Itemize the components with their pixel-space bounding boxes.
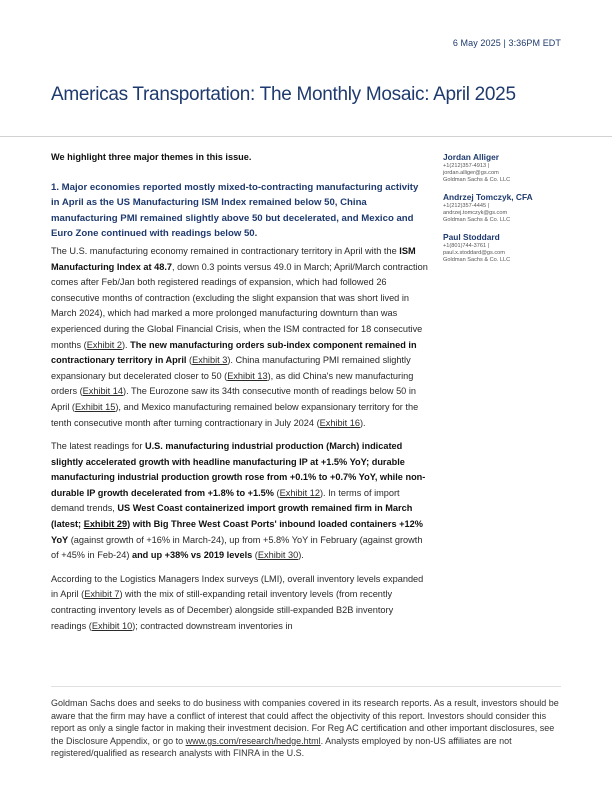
author-name[interactable]: Jordan Alliger bbox=[443, 152, 499, 162]
exhibit-link[interactable]: Exhibit 3 bbox=[192, 355, 228, 366]
author-card bbox=[443, 232, 573, 264]
exhibit-link[interactable]: Exhibit 2 bbox=[86, 339, 122, 350]
lead-sentence: We highlight three major themes in this issue. bbox=[51, 152, 252, 162]
disclosure-link[interactable]: www.gs.com/research/hedge.html bbox=[185, 735, 321, 746]
exhibit-link[interactable]: Exhibit 13 bbox=[227, 370, 268, 381]
exhibit-link[interactable]: Exhibit 29 bbox=[83, 519, 128, 530]
report-date: 6 May 2025 | 3:36PM EDT bbox=[452, 38, 561, 48]
author-email[interactable]: paul.x.stoddard@gs.com bbox=[443, 250, 505, 256]
disclaimer-divider bbox=[51, 686, 561, 687]
author-email[interactable]: andrzej.tomczyk@gs.com bbox=[443, 210, 508, 216]
report-title: Americas Transportation: The Monthly Mosaic: April 2025 bbox=[51, 84, 516, 105]
exhibit-link[interactable]: Exhibit 7 bbox=[84, 589, 120, 600]
author-email[interactable]: jordan.alliger@gs.com bbox=[443, 170, 499, 176]
author-phone: +1(801)744-3761 | bbox=[443, 243, 490, 249]
paragraph-ism: The U.S. manufacturing economy remained in contractionary territory in April with the ISM Manufacturing Index at 48.7, down 0.3 points versus 49.0 in March; April/March contraction comes after Feb/Jan both registered readings of expansion, which had followed 26 consecutive months of contraction (excluding the slight expansion that was short lived in March 2024), which had marked a more prolonged manufacturing downturn than was experienced during the Global Financial Crisis, when the ISM contracted for 18 consecutive months (Exhibit 2). The new manufacturing orders sub-index component remained in contractionary territory in April (Exhibit 3). China manufacturing PMI remained slightly expansionary but decelerated closer to 50 (Exhibit 13), as did China's new manufacturing orders (Exhibit 14). The Eurozone saw its 34th consecutive month of readings below 50 in April (Exhibit 15), and Mexico manufacturing remained below expansionary territory for the tenth consecutive month after turning contractionary in July 2024 (Exhibit 16). bbox=[51, 245, 428, 428]
exhibit-link[interactable]: Exhibit 12 bbox=[279, 487, 320, 498]
author-card bbox=[443, 192, 573, 224]
author-panel bbox=[443, 152, 573, 272]
exhibit-link[interactable]: Exhibit 30 bbox=[257, 550, 299, 561]
report-body bbox=[51, 150, 429, 642]
author-card bbox=[443, 152, 573, 184]
header-divider bbox=[0, 136, 612, 137]
author-phone: +1(212)357-4445 | bbox=[443, 203, 490, 209]
author-name[interactable]: Paul Stoddard bbox=[443, 232, 500, 242]
author-phone: +1(212)357-4913 | bbox=[443, 163, 490, 169]
exhibit-link[interactable]: Exhibit 16 bbox=[319, 417, 360, 428]
paragraph-inventory: According to the Logistics Managers Index surveys (LMI), overall inventory levels expanded in April (Exhibit 7) with the mix of still-expanding retail inventory levels (from recently contracting inventory levels as of December) alongside still-expanded B2B inventory readings (Exhibit 10); contracted downstream inventories in bbox=[51, 573, 424, 631]
disclaimer: Goldman Sachs does and seeks to do business with companies covered in its research reports. As a result, investors should be aware that the firm may have a conflict of interest that could affect the objectivity of this report. Investors should consider this report as only a single factor in making their investment decision. For Reg AC certification and other important disclosures, see the Disclosure Appendix, or go to www.gs.com/research/hedge.html. Analysts employed by non-US affiliates are not registered/qualified as research analysts with FINRA in the U.S. bbox=[51, 698, 559, 758]
paragraph-industrial-production: The latest readings for U.S. manufacturing industrial production (March) indicated slightly accelerated growth with headline manufacturing IP at +1.5% YoY; durable manufacturing industrial production growth rose from +0.1% to +0.7% YoY, while non-durable IP growth decelerated from +1.8% to +1.5% (Exhibit 12). In terms of import demand trends, US West Coast containerized import growth remained firm in March (latest; Exhibit 29) with Big Three West Coast Ports' inbound loaded containers +12% YoY (against growth of +16% in March-24), up from +5.8% YoY in February (against growth of +45% in Feb-24) and up +38% vs 2019 levels (Exhibit 30). bbox=[51, 441, 426, 561]
author-name[interactable]: Andrzej Tomczyk, CFA bbox=[443, 192, 533, 202]
author-firm: Goldman Sachs & Co. LLC bbox=[443, 217, 511, 223]
theme-1-heading: 1. Major economies reported mostly mixed-to-contracting manufacturing activity in April as the US Manufacturing ISM Index remained below 50, China manufacturing PMI remained slightly above 50 but decelerated, and Mexico and Euro Zone continued with readings below 50. bbox=[51, 181, 419, 240]
author-firm: Goldman Sachs & Co. LLC bbox=[443, 257, 511, 263]
author-firm: Goldman Sachs & Co. LLC bbox=[443, 177, 511, 183]
exhibit-link[interactable]: Exhibit 10 bbox=[91, 620, 133, 631]
exhibit-link[interactable]: Exhibit 15 bbox=[75, 401, 116, 412]
exhibit-link[interactable]: Exhibit 14 bbox=[82, 386, 124, 397]
